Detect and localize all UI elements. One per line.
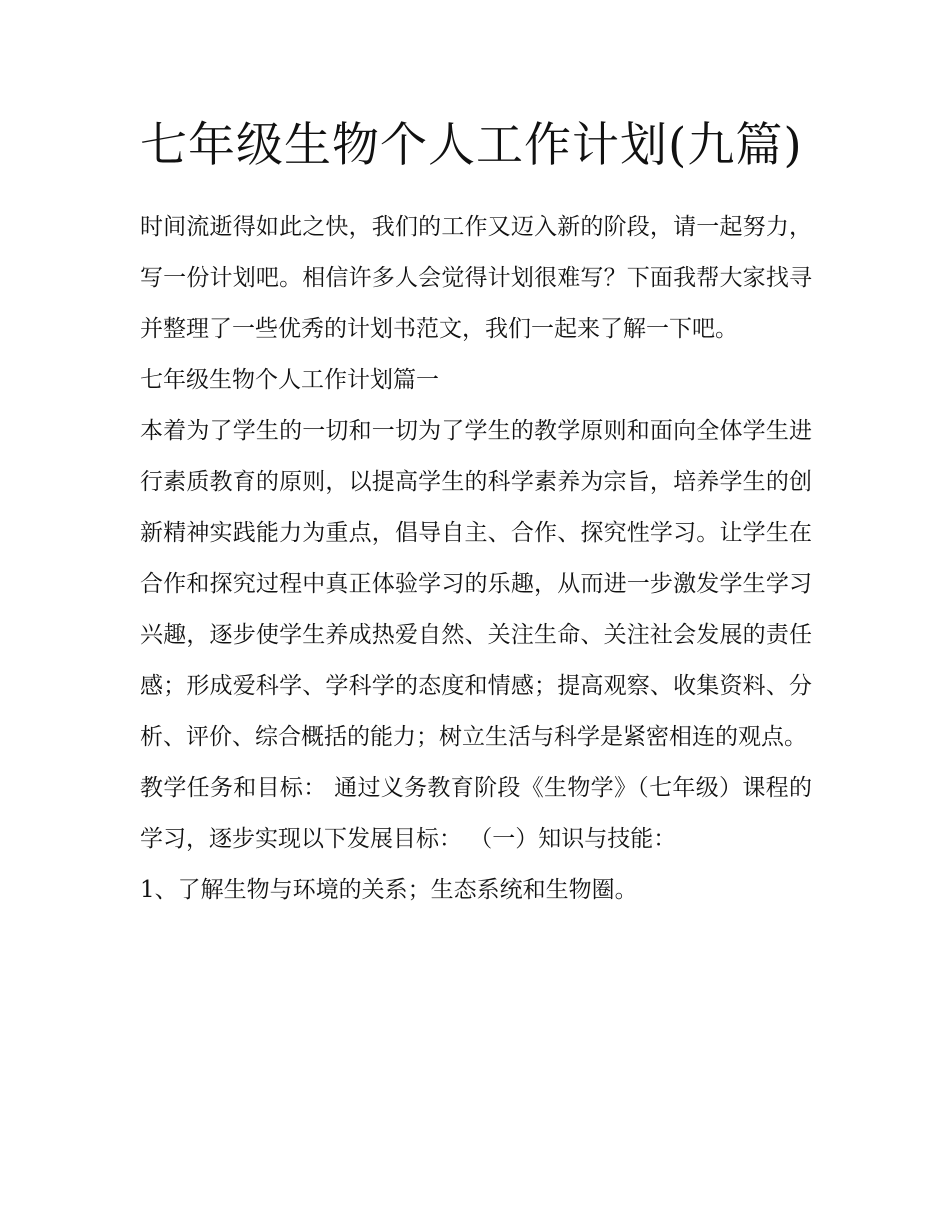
body-paragraph: 本着为了学生的一切和一切为了学生的教学原则和面向全体学生进行素质教育的原则，以提高学生的科学素养为宗旨，培养学生的创新精神实践能力为重点，倡导自主、合作、探究性学习。让学生在合作和探究过程中真正体验学习的乐趣，从而进一步激发学生学习兴趣，逐步使学生养成热爱自然、关注生命、关注社会发展的责任感；形成爱科学、学科学的态度和情感；提高观察、收集资料、分析、评价、综合概括的能力；树立生活与科学是紧密相连的观点。 <box>140 418 812 750</box>
section-heading: 七年级生物个人工作计划篇一 <box>140 367 439 393</box>
document-title: 七年级生物个人工作计划(九篇) <box>140 118 803 173</box>
document-page <box>140 110 812 916</box>
intro-paragraph: 时间流逝得如此之快，我们的工作又迈入新的阶段，请一起努力，写一份计划吧。相信许多人会觉得计划很难写？下面我帮大家找寻并整理了一些优秀的计划书范文，我们一起来了解一下吧。 <box>140 214 812 342</box>
list-item: 1、了解生物与环境的关系；生态系统和生物圈。 <box>140 877 638 903</box>
task-goals-paragraph: 教学任务和目标： 通过义务教育阶段《生物学》（七年级）课程的学习，逐步实现以下发展目标： （一）知识与技能： <box>140 775 812 852</box>
